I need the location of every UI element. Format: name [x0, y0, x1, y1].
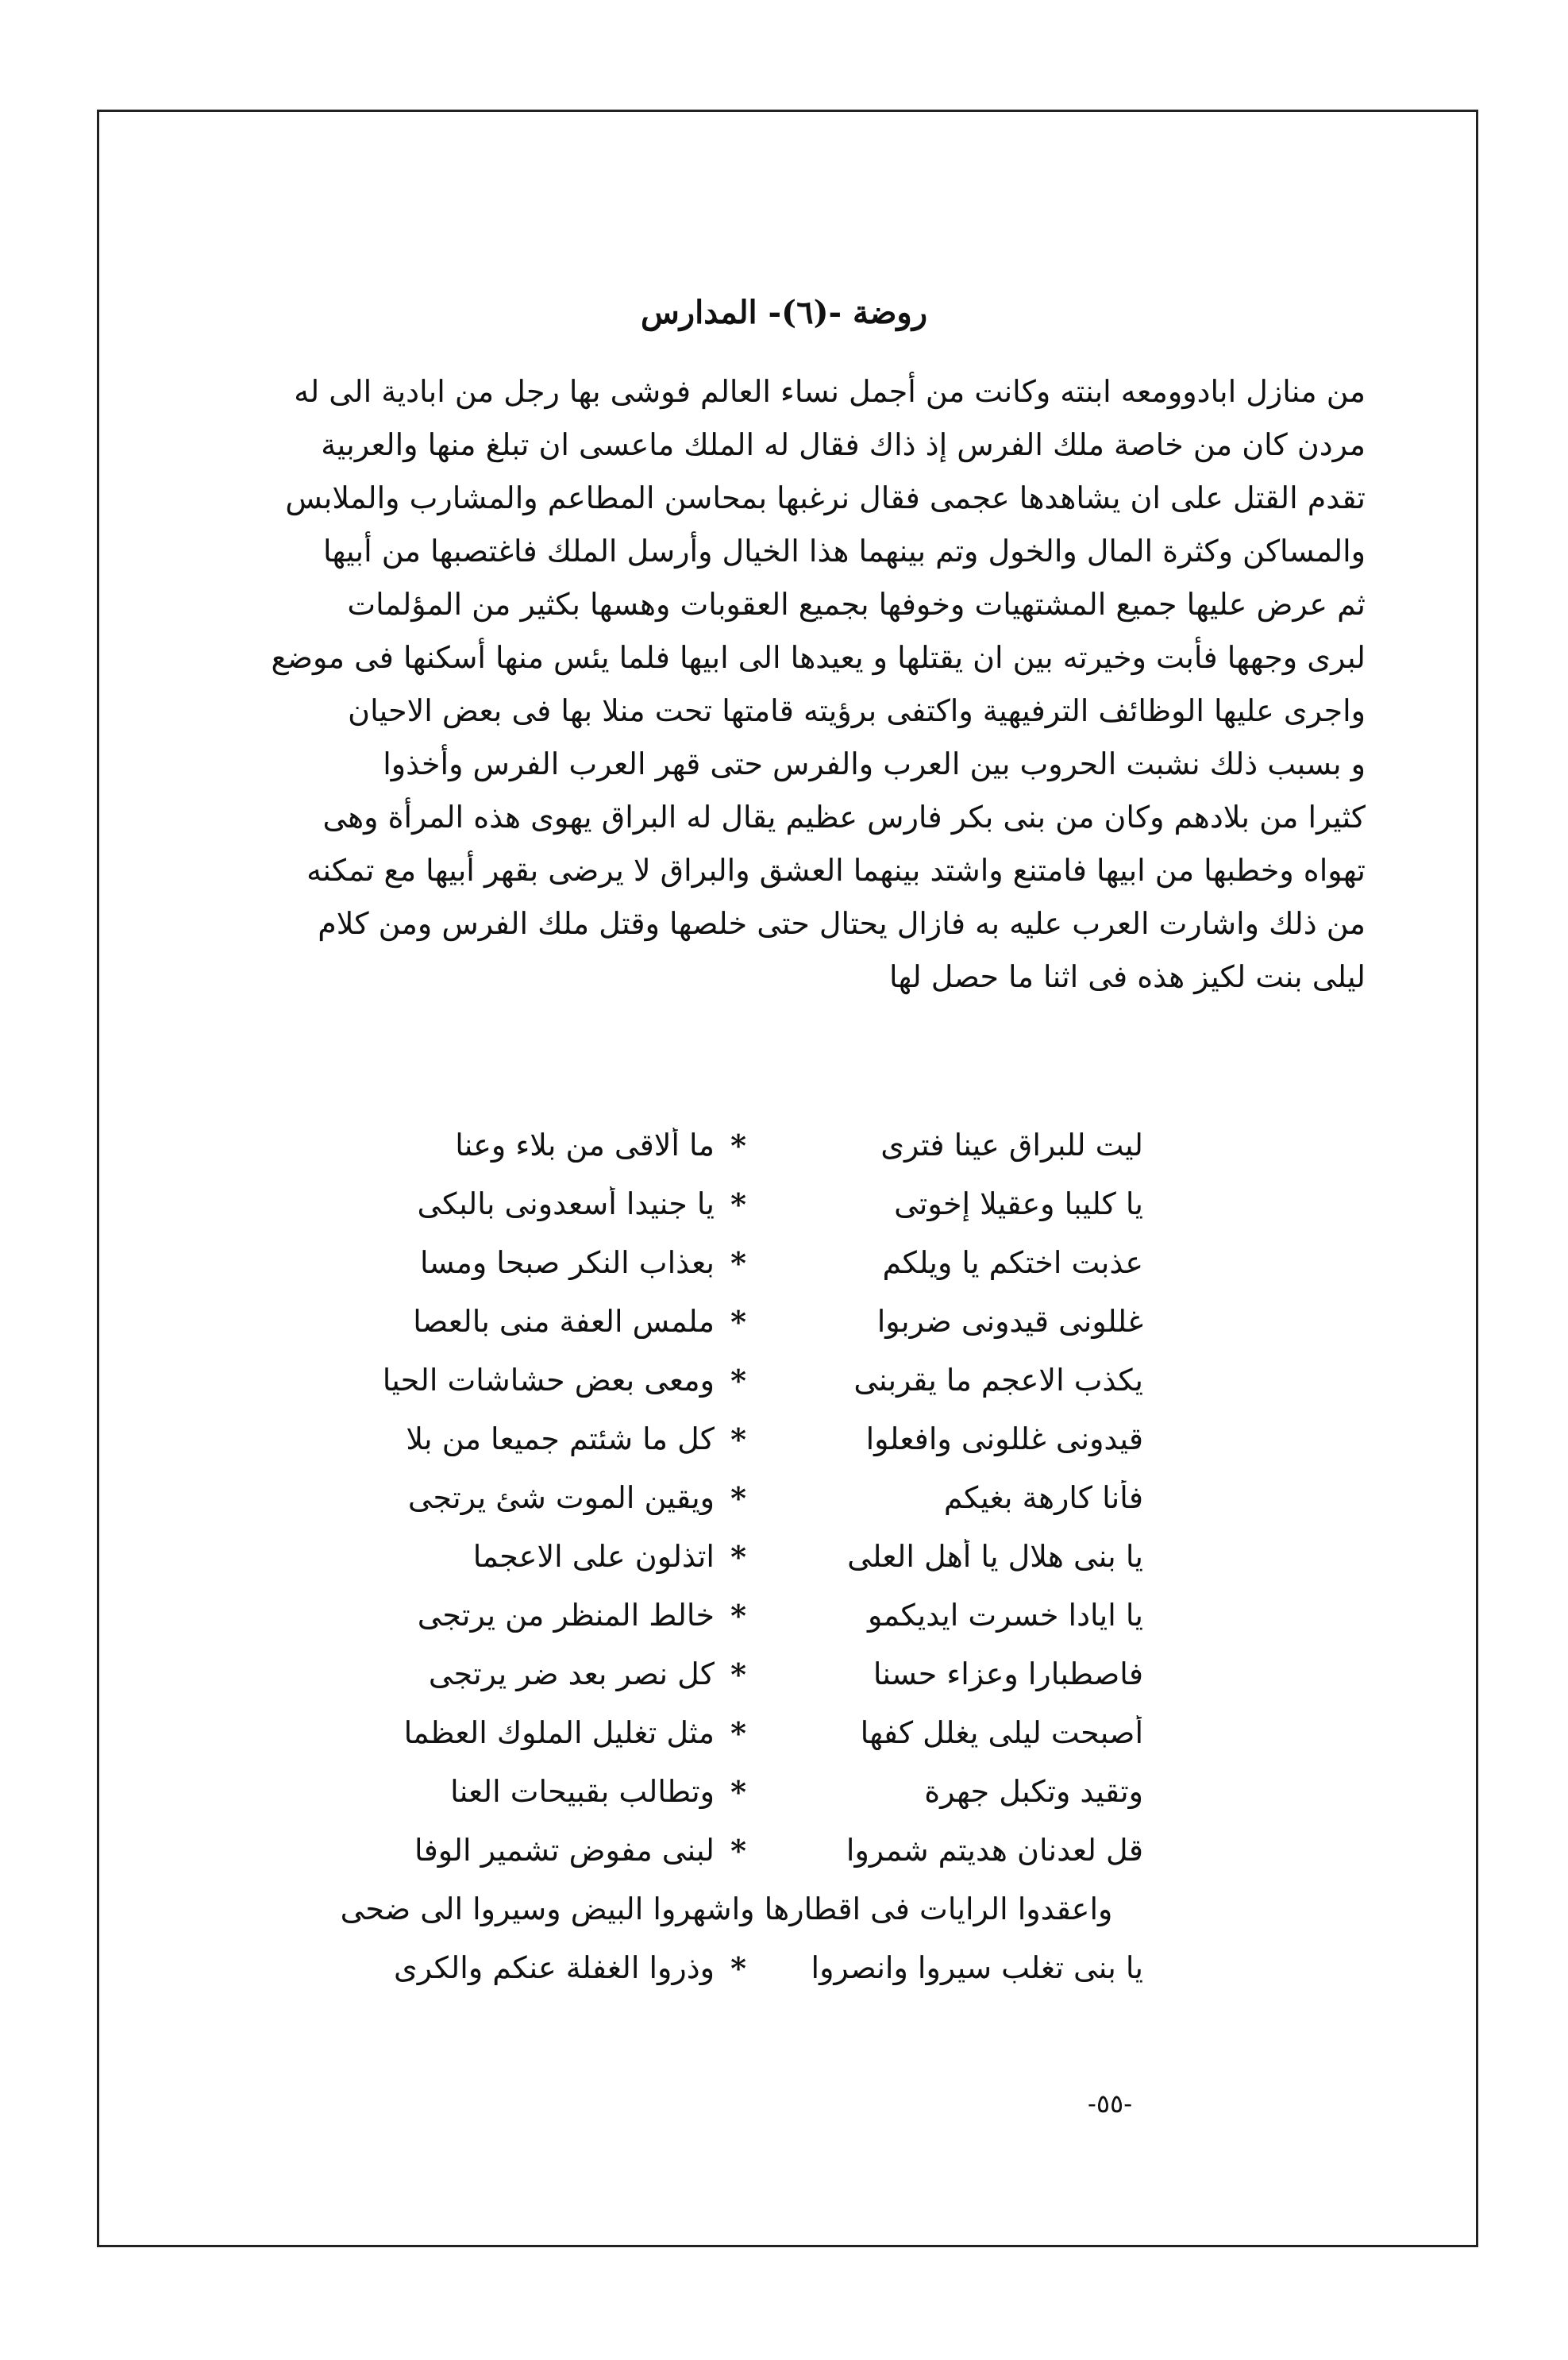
verse-full-line: واعقدوا الرايات فى اقطارها واشهروا البيض وسيروا الى ضحى: [340, 1891, 1113, 1926]
prose-line: تهواه وخطبها من ابيها فامتنع واشتد بينهما العشق والبراق لا يرضى بقهر أبيها مع تمكنه: [306, 853, 1366, 888]
verse-first-hemistich: وتقيد وتكبل جهرة: [924, 1774, 1143, 1809]
prose-line: كثيرا من بلادهم وكان من بنى بكر فارس عظيم يقال له البراق يهوى هذه المرأة وهى: [322, 800, 1366, 835]
verse-line: [310, 1703, 1143, 1762]
verse-first-hemistich: قيدونى غللونى وافعلوا: [865, 1421, 1143, 1456]
verse-line: [310, 1527, 1143, 1586]
verse-second-hemistich: ملمس العفة منى بالعصا: [413, 1304, 715, 1339]
verse-second-hemistich: ومعى بعض حشاشات الحيا: [382, 1363, 715, 1398]
verse-separator: *: [730, 1127, 746, 1163]
verse-first-hemistich: ليت للبراق عينا فترى: [880, 1128, 1143, 1163]
verse-first-hemistich: يكذب الاعجم ما يقربنى: [853, 1363, 1143, 1398]
verse-second-hemistich: يا جنيدا أسعدونى بالبكى: [417, 1186, 715, 1221]
poem: [310, 1116, 1143, 1997]
verse-separator: *: [730, 1244, 746, 1281]
prose-line: ثم عرض عليها جميع المشتهيات وخوفها بجميع العقوبات وهسها بكثير من المؤلمات: [347, 587, 1366, 622]
verse-line: [310, 1409, 1143, 1468]
verse-line: [310, 1174, 1143, 1233]
prose-line: من منازل ابادوومعه ابنته وكانت من أجمل نساء العالم فوشى بها رجل من ابادية الى له: [294, 374, 1366, 409]
page-number: -٥٥-: [1088, 2088, 1132, 2119]
verse-separator: *: [730, 1656, 746, 1692]
verse-second-hemistich: وتطالب بقبيحات العنا: [450, 1774, 715, 1809]
verse-second-hemistich: ما ألاقى من بلاء وعنا: [455, 1128, 715, 1163]
prose-line: و بسبب ذلك نشبت الحروب بين العرب والفرس حتى قهر العرب الفرس وأخذوا: [383, 746, 1366, 781]
verse-second-hemistich: بعذاب النكر صبحا ومسا: [419, 1245, 715, 1280]
verse-separator: *: [730, 1714, 746, 1751]
verse-second-hemistich: وذروا الغفلة عنكم والكرى: [393, 1950, 715, 1985]
verse-first-hemistich: يا بنى تغلب سيروا وانصروا: [811, 1950, 1143, 1985]
verse-first-hemistich: قل لعدنان هديتم شمروا: [846, 1833, 1143, 1868]
verse-first-hemistich: يا ايادا خسرت ايديكمو: [868, 1598, 1143, 1633]
verse-second-hemistich: خالط المنظر من يرتجى: [417, 1598, 715, 1633]
verse-line: [310, 1292, 1143, 1351]
verse-first-hemistich: فأنا كارهة بغيكم: [943, 1480, 1143, 1515]
verse-separator: *: [730, 1949, 746, 1986]
verse-separator: *: [730, 1832, 746, 1868]
verse-line: [310, 1116, 1143, 1174]
verse-separator: *: [730, 1421, 746, 1457]
verse-second-hemistich: مثل تغليل الملوك العظما: [403, 1715, 715, 1750]
prose-line: مردن كان من خاصة ملك الفرس إذ ذاك فقال له الملك ماعسى ان تبلغ منها والعربية: [321, 427, 1366, 462]
prose-body: [198, 365, 1366, 1004]
verse-second-hemistich: كل ما شئتم جميعا من بلا: [406, 1421, 715, 1456]
verse-line-long: [310, 1880, 1143, 1938]
verse-separator: *: [730, 1597, 746, 1633]
verse-line: [310, 1762, 1143, 1821]
verse-line: [310, 1468, 1143, 1527]
verse-second-hemistich: اتذلون على الاعجما: [472, 1539, 715, 1574]
verse-separator: *: [730, 1362, 746, 1398]
verse-second-hemistich: ويقين الموت شئ يرتجى: [407, 1480, 715, 1515]
verse-first-hemistich: يا كليبا وعقيلا إخوتى: [894, 1186, 1143, 1221]
verse-line: [310, 1821, 1143, 1880]
verse-first-hemistich: غللونى قيدونى ضربوا: [876, 1304, 1143, 1339]
prose-line: والمساكن وكثرة المال والخول وتم بينهما هذا الخيال وأرسل الملك فاغتصبها من أبيها: [322, 534, 1366, 569]
verse-first-hemistich: أصبحت ليلى يغلل كفها: [860, 1715, 1143, 1750]
verse-first-hemistich: يا بنى هلال يا أهل العلى: [847, 1539, 1143, 1574]
verse-separator: *: [730, 1538, 746, 1575]
verse-line: [310, 1645, 1143, 1703]
verse-line: [310, 1586, 1143, 1645]
verse-line: [310, 1233, 1143, 1292]
verse-second-hemistich: كل نصر بعد ضر يرتجى: [428, 1656, 715, 1691]
verse-line: [310, 1351, 1143, 1409]
verse-separator: *: [730, 1773, 746, 1810]
verse-first-hemistich: فاصطبارا وعزاء حسنا: [873, 1656, 1143, 1691]
prose-line: ليلى بنت لكيز هذه فى اثنا ما حصل لها: [888, 959, 1366, 994]
verse-second-hemistich: لبنى مفوض تشمير الوفا: [414, 1833, 715, 1868]
verse-separator: *: [730, 1479, 746, 1516]
page-header: روضة -(٦)- المدارس: [640, 294, 928, 331]
verse-first-hemistich: عذبت اختكم يا ويلكم: [882, 1245, 1143, 1280]
verse-separator: *: [730, 1303, 746, 1340]
verse-separator: *: [730, 1186, 746, 1222]
prose-line: من ذلك واشارت العرب عليه به فازال يحتال حتى خلصها وقتل ملك الفرس ومن كلام: [318, 906, 1366, 941]
prose-line: واجرى عليها الوظائف الترفيهية واكتفى برؤيته قامتها تحت منلا بها فى بعض الاحيان: [348, 693, 1366, 728]
verse-line: [310, 1938, 1143, 1997]
prose-line: لبرى وجهها فأبت وخيرته بين ان يقتلها و يعيدها الى ابيها فلما يئس منها أسكنها فى موضع: [271, 640, 1366, 675]
prose-line: تقدم القتل على ان يشاهدها عجمى فقال نرغبها بمحاسن المطاعم والمشارب والملابس: [285, 480, 1366, 515]
